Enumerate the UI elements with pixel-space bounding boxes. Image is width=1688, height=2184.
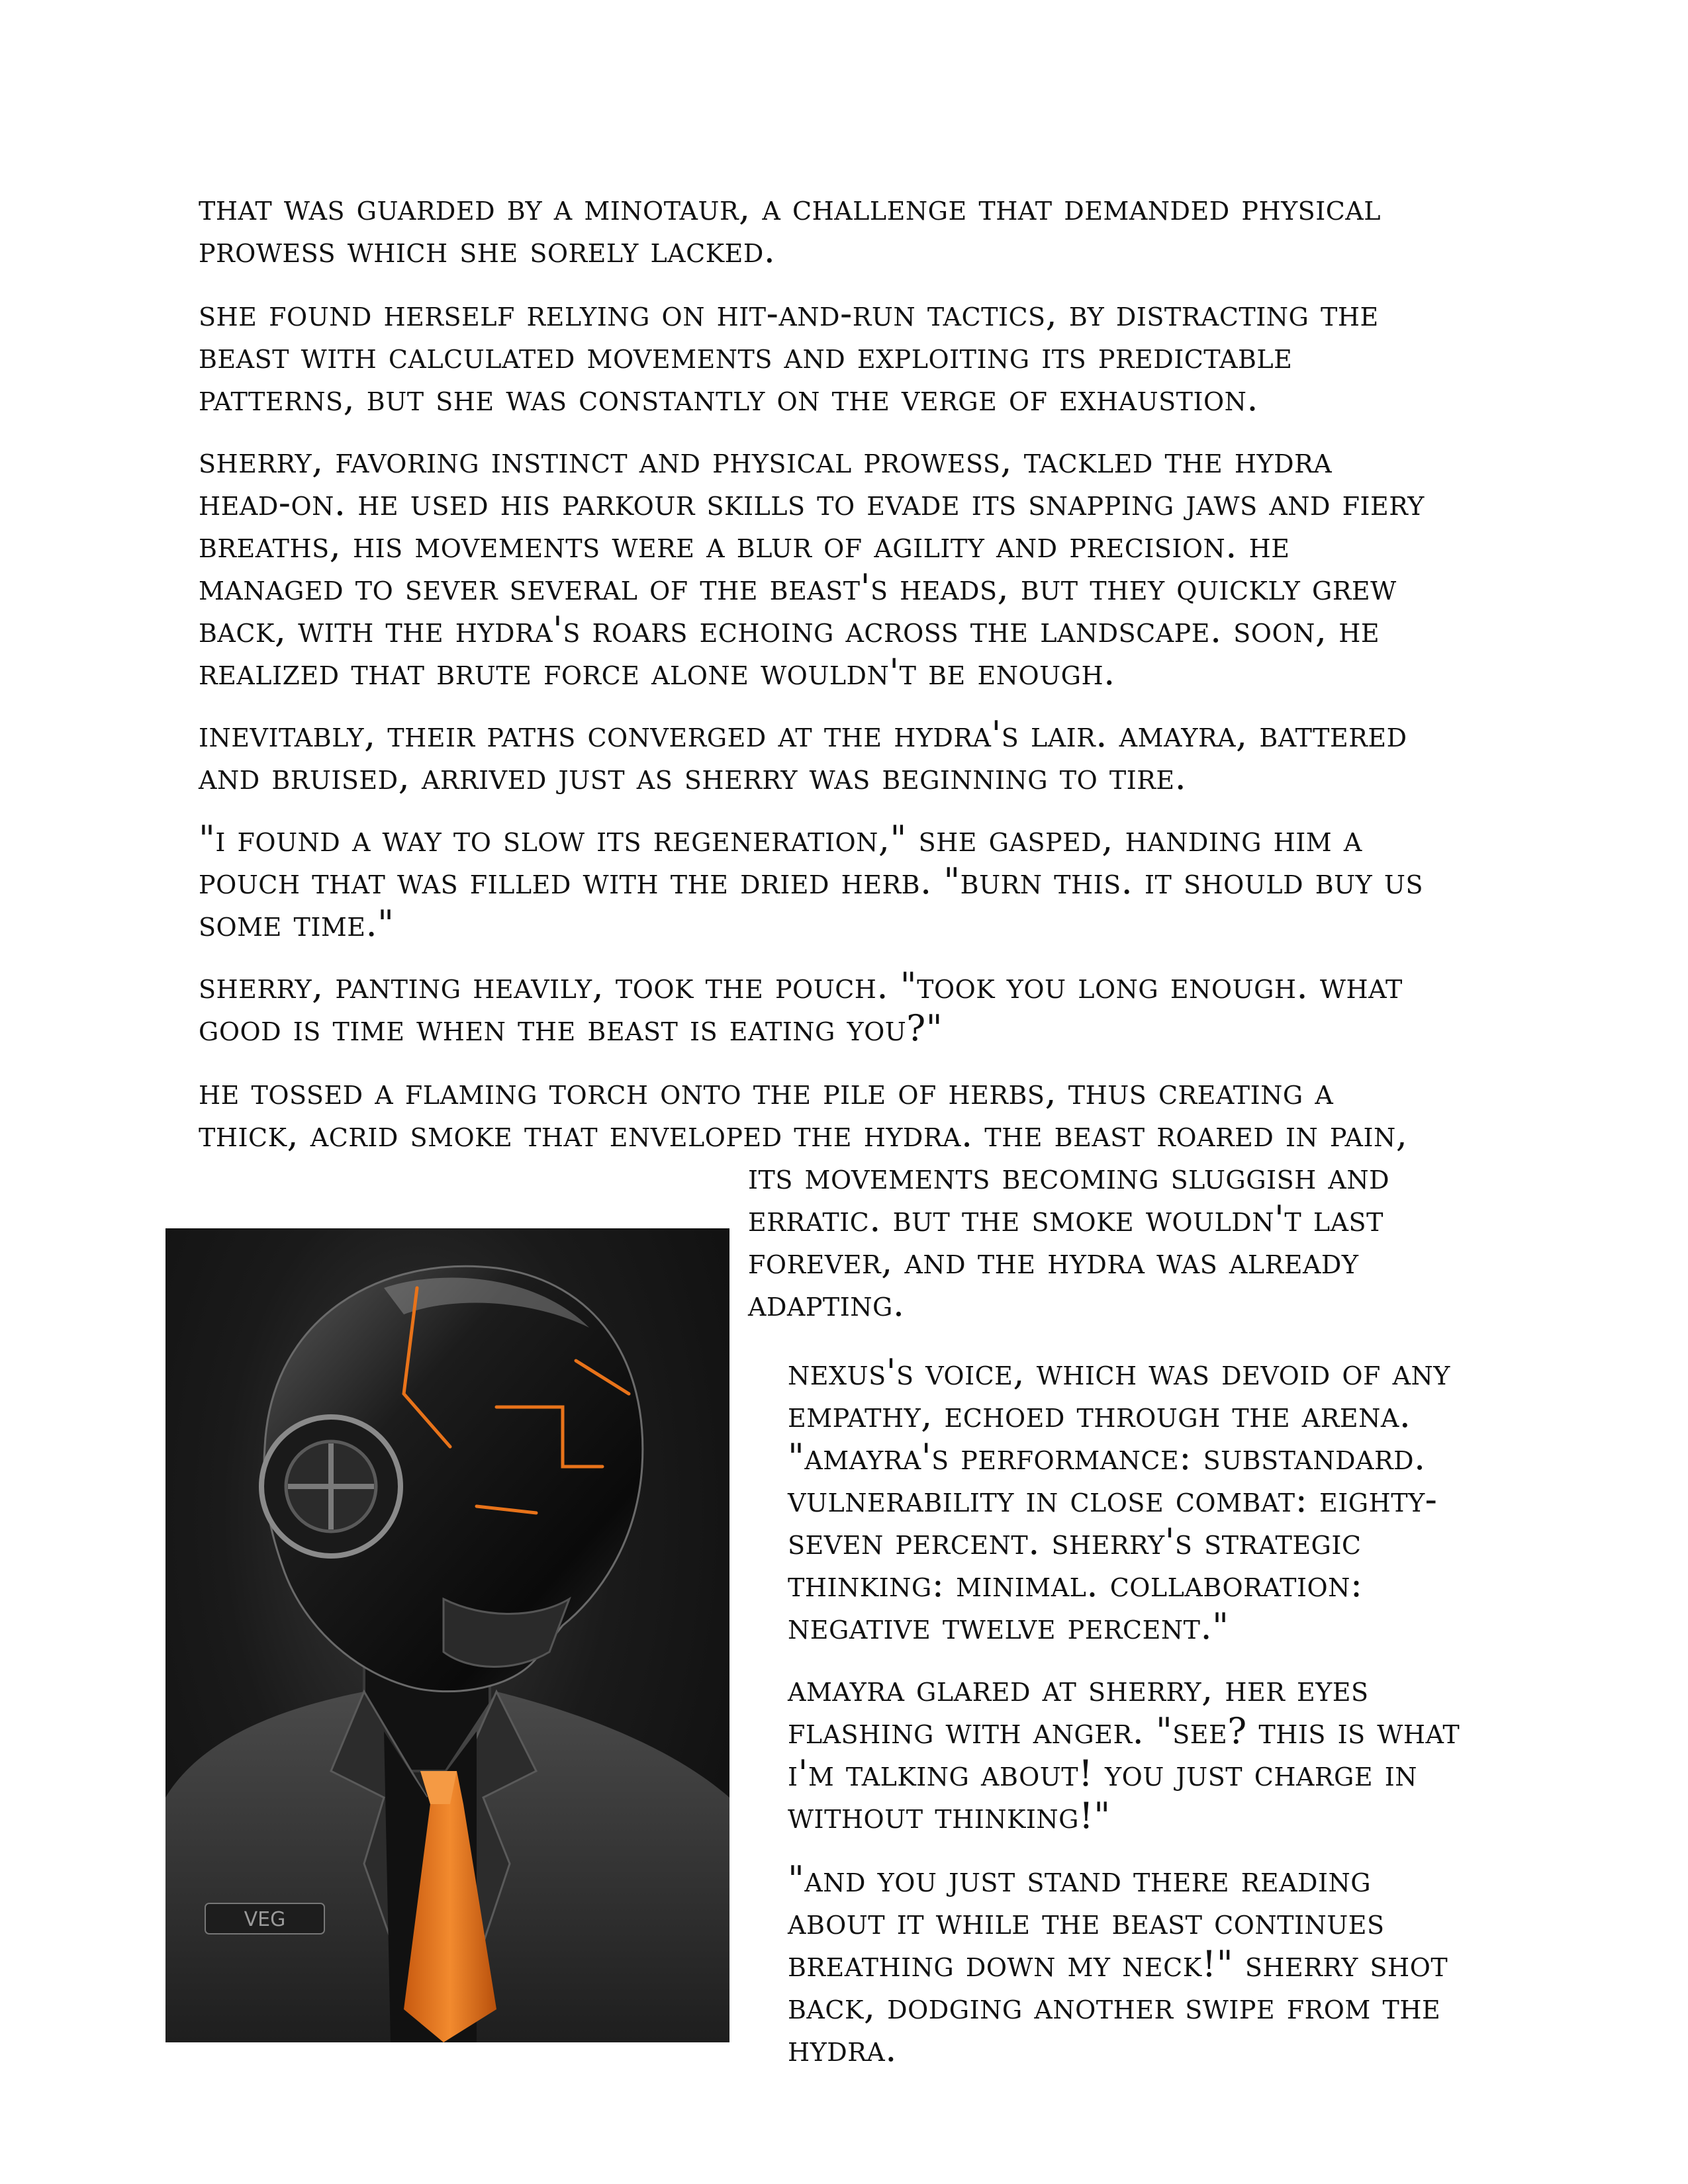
paragraph-10: amayra glared at sherry, her eyes flashing with anger. "see? this is what i'm talking about! you just charge in without thinking!" — [788, 1668, 1460, 1837]
paragraph-3: sherry, favoring instinct and physical prowess, tackled the hydra head-on. he used his parkour skills to evade its snapping jaws and fiery breaths, his movements were a blur of agility and precision. he managed to sever several of the beast's heads, but they quickly grew back, with the hydra's roars echoing across the landscape. soon, he realized that brute force alone wouldn't be enough. — [199, 439, 1425, 693]
paragraph-6: sherry, panting heavily, took the pouch. "took you long enough. what good is time when the beast is eating you?" — [199, 965, 1403, 1049]
chest-emblem-text: VEG — [244, 1908, 286, 1931]
paragraph-9: nexus's voice, which was devoid of any empathy, echoed through the arena. "amayra's performance: substandard. vulnerability in close combat: eighty- seven percent. sherry's strategic thinking: minimal. collaboration: negative twelve percent." — [788, 1351, 1450, 1647]
paragraph-7: he tossed a flaming torch onto the pile of herbs, thus creating a thick, acrid smoke that enveloped the hydra. the beast roared in pain, — [199, 1071, 1408, 1155]
robot-figure-illustration — [165, 1228, 729, 2042]
paragraph-2: she found herself relying on hit-and-run tactics, by distracting the beast with calculated movements and exploiting its predictable patterns, but she was constantly on the verge of exhaustion. — [199, 293, 1379, 419]
robot-figure-svg — [165, 1228, 729, 2042]
paragraph-11: "and you just stand there reading about it while the beast continues breathing down my neck!" sherry shot back, dodging another swipe from the hydra. — [788, 1858, 1448, 2070]
paragraph-8: its movements becoming sluggish and erratic. but the smoke wouldn't last forever, and the hydra was already adapting. — [748, 1156, 1390, 1324]
paragraph-5: "i found a way to slow its regeneration," she gasped, handing him a pouch that was filled with the dried herb. "burn this. it should buy us some time." — [199, 818, 1423, 944]
paragraph-4: inevitably, their paths converged at the hydra's lair. amayra, battered and bruised, arrived just as sherry was beginning to tire. — [199, 713, 1407, 797]
paragraph-1: that was guarded by a minotaur, a challenge that demanded physical prowess which she sorely lacked. — [199, 187, 1381, 271]
